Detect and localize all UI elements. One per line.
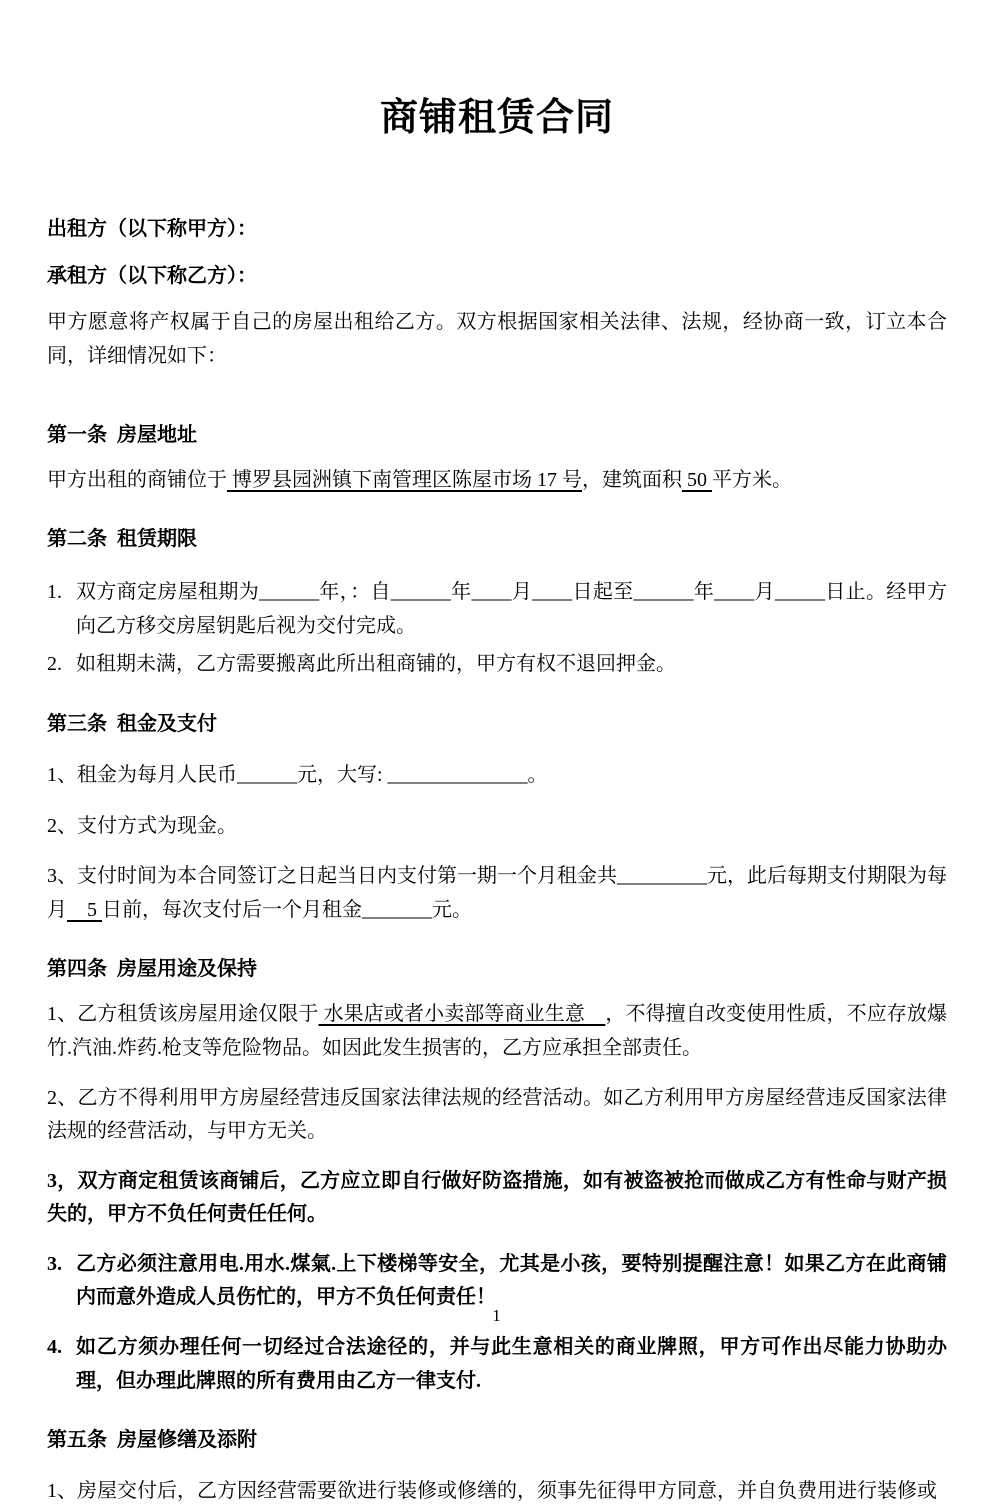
article2-item1-text: 双方商定房屋租期为______年，：自______年____月____日起至______年____月_____日止。经甲方向乙方移交房屋钥匙后视为交付完成。 [76,581,947,637]
area-filled-blank: 50 [682,468,712,491]
address-filled-blank: 博罗县园洲镇下南管理区陈屋市场 17 号 [227,468,582,491]
article4-item5-text: 如乙方须办理任何一切经过合法途径的，并与此生意相关的商业牌照，甲方可作出尽能力协助办理，但办理此牌照的所有费用由乙方一律支付. [76,1336,947,1392]
article4-item1-after: ，不得擅自改变使用性质，不应存放爆竹.汽油.炸药.枪支等危险物品。如因此发生损害的，乙方应承担全部责任。 [47,1003,948,1059]
article1-heading: 第一条 房屋地址 [47,423,197,446]
article4-item2: 2、乙方不得利用甲方房屋经营违反国家法律法规的经营活动。如乙方利用甲方房屋经营违反国家法律法规的经营活动，与甲方无关。 [47,1086,947,1143]
article3-item3 [47,860,947,927]
list-marker: 1. [47,581,62,604]
article3-item2: 2、支付方式为现金。 [47,814,237,837]
article4-item3: 3，双方商定租赁该商铺后，乙方应立即自行做好防盗措施，如有被盗被抢而做成乙方有性命与财产损失的，甲方不负任何责任任何。 [47,1169,947,1226]
article5-heading: 第五条 房屋修缮及添附 [47,1429,257,1452]
article3-item3-after: 日前，每次支付后一个月租金_______元。 [102,898,472,921]
article5-item1: 1、房屋交付后，乙方因经营需要欲进行装修或修缮的，须事先征得甲方同意，并自负费用进行装修或 [47,1480,937,1503]
article2-list [47,576,947,682]
article4-item1 [47,998,947,1065]
article3-heading: 第三条 租金及支付 [47,712,217,735]
article3-item1: 1、租金为每月人民币______元，大写: ______________。 [47,763,548,786]
article1-text-before: 甲方出租的商铺位于 [47,468,227,491]
page-number: 1 [492,1306,501,1325]
article2-heading: 第二条 租赁期限 [47,528,197,551]
article1-text-after: 平方米。 [712,468,792,491]
article1-body [47,464,947,498]
article2-item2-text: 如租期未满，乙方需要搬离此所出租商铺的，甲方有权不退回押金。 [76,653,676,676]
list-marker: 3. [47,1252,62,1275]
article4-item4 [47,1248,947,1315]
payment-day-filled-blank: 5 [67,898,102,921]
article4-item4-text: 乙方必须注意用电.用水.煤氣.上下楼梯等安全，尤其是小孩，要特别提醒注意！如果乙方在此商铺内而意外造成人员伤忙的，甲方不负任何责任！ [76,1252,947,1309]
lessee-line: 承租方（以下称乙方）： [47,264,257,287]
list-marker: 2. [47,653,62,676]
lessor-line: 出租方（以下称甲方）： [47,218,257,241]
list-marker: 4. [47,1336,62,1359]
article4-item1-before: 1、乙方租赁该房屋用途仅限于 [47,1003,319,1026]
business-use-filled-blank: 水果店或者小卖部等商业生意 [318,1003,606,1026]
article4-item5 [47,1331,947,1398]
document-title: 商铺租赁合同 [379,97,614,139]
intro-paragraph: 甲方愿意将产权属于自己的房屋出租给乙方。双方根据国家相关法律、法规，经协商一致，订立本合同，详细情况如下： [47,311,947,367]
article4-heading: 第四条 房屋用途及保持 [47,958,257,981]
article3-item3-before: 3、支付时间为本合同签订之日起当日内支付第一期一个月租金共_________元，此后每期支付期限为每月 [47,865,947,921]
article2-item1 [47,576,947,643]
article2-item2 [47,648,947,682]
article1-text-between: ，建筑面积 [582,468,682,491]
